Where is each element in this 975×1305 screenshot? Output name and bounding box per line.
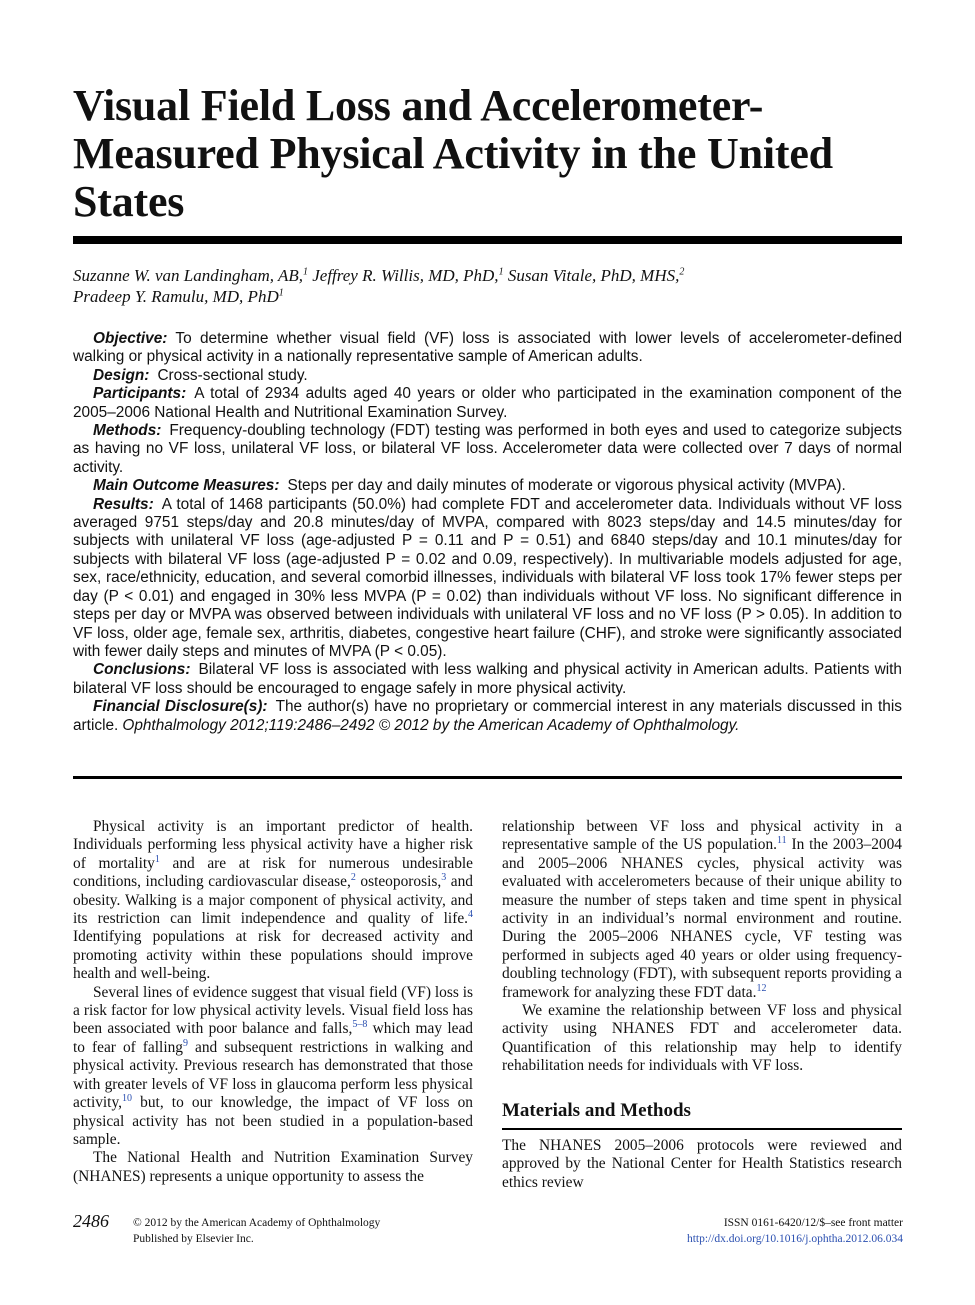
abstract-text: Bilateral VF loss is associated with less walking and physical activity in American adults. Patients with bilateral VF loss should be encouraged to engage safely in more physical activity. [73,661,902,697]
section-rule [502,1128,902,1130]
article-title: Visual Field Loss and Accelerometer-Measured Physical Activity in the United States [73,81,833,226]
affiliation-marker: 1 [278,287,284,299]
abstract-rule [73,776,902,779]
abstract-disclosure [73,698,902,735]
abstract-text: Steps per day and daily minutes of moderate or vigorous physical activity (MVPA). [287,477,846,495]
reference-link[interactable]: 4 [468,908,473,920]
body-paragraph: We examine the relationship between VF loss and physical activity using NHANES FDT and accelerometer data. Quantification of this relationship may help to identify rehabilitation needs for individuals with VF loss. [502,1002,902,1075]
abstract-label: Participants: [93,385,187,403]
abstract-label: Objective: [93,330,168,347]
abstract-label: Financial Disclosure(s): [93,698,268,716]
affiliation-marker: 1 [302,266,308,278]
title-rule [73,236,902,244]
abstract-design [73,367,902,385]
body-text: osteoporosis, [355,873,442,891]
body-text: In the 2003–2004 and 2005–2006 NHANES cycles, physical activity was evaluated with accelerometers because of their unique ability to measure the number of steps taken and time spent in physical activity in an individual’s normal environment and routine. During the 2005–2006 NHANES cycle, VF testing was performed in subjects aged 40 years or older using frequency-doubling technology (FDT), with subsequent reports providing a framework for analyzing these FDT data. [502,836,902,1001]
affiliation-marker: 1 [498,266,504,278]
reference-link[interactable]: 9 [183,1037,188,1049]
abstract-label: Design: [93,366,150,384]
publisher-line: Published by Elsevier Inc. [133,1233,254,1245]
author-list [73,265,902,307]
body-column-right [502,818,902,1192]
body-paragraph: The NHANES 2005–2006 protocols were reviewed and approved by the National Center for Health Statistics research ethics review [502,1136,902,1191]
body-text: Several lines of evidence suggest that visual field (VF) loss is a risk factor for low physical activity levels. Visual field loss has been associated with poor balance and falls, [73,983,473,1038]
body-text: Physical activity is an important predictor of health. Individuals performing less physical activity have a higher risk of mortality [73,818,473,872]
author-line-2 [73,286,902,307]
footer-identifiers [687,1215,903,1247]
body-column-left [73,818,473,1186]
body-text: and obesity. Walking is a major component of physical activity, and its restriction can limit independence and quality of life. [73,873,473,928]
copyright-line: © 2012 by the American Academy of Ophthalmology [133,1217,381,1229]
body-text: which may lead to fear of falling [73,1020,473,1056]
reference-link[interactable]: 5–8 [352,1019,368,1031]
abstract-label: Conclusions: [93,661,191,679]
abstract-results [73,496,902,662]
author-name: Pradeep Y. Ramulu, MD, PhD [73,287,279,306]
abstract-outcome [73,477,902,495]
body-text: and are at risk for numerous undesirable conditions, including cardiovascular disease, [73,854,473,891]
abstract-label: Methods: [93,422,162,440]
abstract-methods [73,422,902,477]
author-name: Jeffrey R. Willis, MD, PhD, [307,266,499,285]
author-line-1 [73,265,902,286]
reference-link[interactable]: 10 [122,1092,133,1104]
abstract-text: To determine whether visual field (VF) loss is associated with lower levels of accelerometer-defined walking or physical activity in a nationally representative sample of American adults. [73,330,902,366]
abstract-objective [73,330,902,367]
body-text: relationship between VF loss and physical activity in a representative sample of the US population. [502,818,902,854]
body-paragraph [73,818,473,984]
page-number: 2486 [73,1211,109,1231]
body-paragraph: The National Health and Nutrition Examination Survey (NHANES) represents a unique opportunity to assess the [73,1149,473,1185]
abstract-text: The author(s) have no proprietary or commercial interest in any materials discussed in this article. [73,698,902,734]
abstract-conclusions [73,661,902,698]
abstract-text: Cross-sectional study. [157,366,308,384]
body-paragraph [73,984,473,1150]
abstract-label: Main Outcome Measures: [93,477,280,495]
body-paragraph [502,818,902,1002]
body-text: Identifying populations at risk for decreased activity and promoting activity within these populations should improve health and well-being. [73,928,473,983]
abstract [73,330,902,735]
reference-link[interactable]: 2 [350,872,356,884]
abstract-text: Frequency-doubling technology (FDT) testing was performed in both eyes and used to categorize subjects as having no VF loss, unilateral VF loss, or bilateral VF loss. Accelerometer data were collected over 7 days of normal activity. [73,422,902,476]
author-name: Suzanne W. van Landingham, AB, [73,266,303,285]
affiliation-marker: 2 [679,266,685,278]
issn-line: ISSN 0161-6420/12/$–see front matter [723,1217,903,1229]
abstract-text: A total of 2934 adults aged 40 years or older who participated in the examination component of the 2005–2006 National Health and Nutritional Examination Survey. [73,385,902,421]
reference-link[interactable]: 3 [441,872,447,884]
author-name: Susan Vitale, PhD, MHS, [503,266,680,285]
reference-link[interactable]: 11 [777,835,787,847]
footer-publisher-info [133,1215,380,1247]
abstract-text: A total of 1468 participants (50.0%) had complete FDT and accelerometer data. Individuals without VF loss averaged 9751 steps/day and 20.8 minutes/day of MVPA, compared with 8023 steps/day and 14.5 minutes/day for subjects with unilateral VF loss (age-adjusted P = 0.11 and P = 0.51) and 6840 steps/day and 10.1 minutes/day for subjects with bilateral VF loss (age-adjusted P = 0.02 and 0.09, respectively). In multivariable models adjusted for age, sex, race/ethnicity, education, and several comorbid illnesses, individuals with bilateral VF loss took 17% fewer steps per day (P < 0.01) and engaged in 30% less MVPA (P = 0.02) than individuals without VF loss. No significant difference in steps per day or MVPA was observed between individuals with unilateral VF loss and no VF loss (P > 0.05). In addition to VF loss, older age, female sex, arthritis, diabetes, congestive heart failure (CHF), and stroke were significantly associated with fewer daily steps and minutes of MVPA (P < 0.05). [73,495,902,660]
journal-citation: Ophthalmology 2012;119:2486–2492 © 2012 by the American Academy of Ophthalmology. [122,716,740,734]
section-heading: Materials and Methods [502,1099,691,1121]
body-text: but, to our knowledge, the impact of VF loss on physical activity has not been studied in a population-based sample. [73,1094,473,1148]
abstract-participants [73,385,902,422]
reference-link[interactable]: 1 [154,853,160,865]
doi-link[interactable]: http://dx.doi.org/10.1016/j.ophtha.2012.06.034 [686,1233,903,1245]
abstract-label: Results: [93,495,154,513]
reference-link[interactable]: 12 [756,982,767,994]
body-text: and subsequent restrictions in walking and physical activity. Previous research has demonstrated that those with greater levels of VF loss in glaucoma perform less physical activity, [73,1038,473,1112]
